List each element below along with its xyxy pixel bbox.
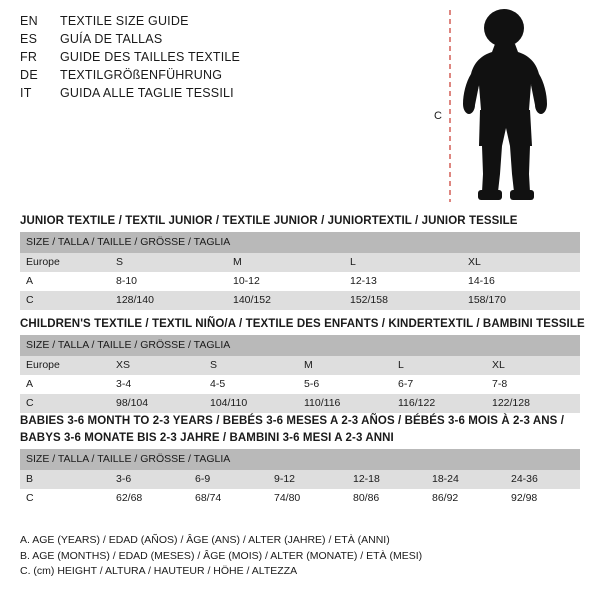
table-header-row (20, 449, 580, 470)
legend-line-a: A. AGE (YEARS) / EDAD (AÑOS) / ÂGE (ANS) / ALTER (JAHRE) / ETÀ (ANNI) (20, 534, 390, 546)
junior-size-table (20, 232, 580, 310)
size-header-label: SIZE / TALLA / TAILLE / GRÖSSE / TAGLIA (20, 449, 580, 470)
childrens-size-table (20, 335, 580, 413)
cell: 9-12 (268, 470, 347, 489)
cell: XL (462, 253, 580, 272)
header-language-titles (20, 14, 440, 104)
cell: 24-36 (505, 470, 580, 489)
cell: 12-18 (347, 470, 426, 489)
cell: 6-7 (392, 375, 486, 394)
cell: 3-6 (110, 470, 189, 489)
height-measure-label: C (434, 110, 442, 122)
cell: 12-13 (344, 272, 462, 291)
cell: 116/122 (392, 394, 486, 413)
child-silhouette-icon (432, 6, 592, 206)
cell: S (110, 253, 227, 272)
cell: 5-6 (298, 375, 392, 394)
section-childrens-textile (20, 318, 585, 413)
cell: 4-5 (204, 375, 298, 394)
legend (20, 533, 580, 580)
table-row (20, 356, 580, 375)
cell: XS (110, 356, 204, 375)
table-header-row (20, 335, 580, 356)
cell: 80/86 (347, 489, 426, 508)
section-title-line2: BABYS 3-6 MONATE BIS 2-3 JAHRE / BAMBINI 3-6 MESI A 2-3 ANNI (20, 432, 394, 444)
table-row (20, 375, 580, 394)
table-row (20, 394, 580, 413)
table-header-row (20, 232, 580, 253)
cell: 62/68 (110, 489, 189, 508)
language-code: FR (20, 50, 38, 64)
row-label: A (20, 375, 110, 394)
guide-title: TEXTILGRÖßENFÜHRUNG (60, 68, 223, 82)
legend-line-b: B. AGE (MONTHS) / EDAD (MESES) / ÂGE (MOIS) / ALTER (MONATE) / ETÀ (MESI) (20, 549, 423, 562)
cell: 10-12 (227, 272, 344, 291)
cell: 128/140 (110, 291, 227, 310)
section-title: BABIES 3-6 MONTH TO 2-3 YEARS / BEBÉS 3-6 MESES A 2-3 AÑOS / BÉBÉS 3-6 MOIS À 2-3 ANS / (20, 415, 564, 427)
guide-title: GUÍA DE TALLAS (60, 32, 163, 46)
table-row (20, 470, 580, 489)
language-code: EN (20, 14, 38, 28)
cell: 74/80 (268, 489, 347, 508)
cell: 158/170 (462, 291, 580, 310)
row-label: C (20, 291, 110, 310)
section-title: CHILDREN'S TEXTILE / TEXTIL NIÑO/A / TEXTILE DES ENFANTS / KINDERTEXTIL / BAMBINI TESSILE (20, 318, 585, 330)
cell: 14-16 (462, 272, 580, 291)
child-silhouette-figure (432, 6, 592, 206)
cell: 152/158 (344, 291, 462, 310)
guide-title: GUIDA ALLE TAGLIE TESSILI (60, 86, 234, 100)
language-code: IT (20, 86, 32, 100)
babies-size-table (20, 449, 580, 508)
legend-line-c: C. (cm) HEIGHT / ALTURA / HAUTEUR / HÖHE / ALTEZZA (20, 565, 298, 577)
cell: 92/98 (505, 489, 580, 508)
cell: 3-4 (110, 375, 204, 394)
row-label: C (20, 394, 110, 413)
cell: M (298, 356, 392, 375)
header-row (20, 50, 440, 68)
guide-title: GUIDE DES TAILLES TEXTILE (60, 50, 241, 64)
cell: 104/110 (204, 394, 298, 413)
section-babies-textile (20, 415, 580, 508)
row-label: A (20, 272, 110, 291)
header-row (20, 32, 440, 50)
table-row (20, 272, 580, 291)
cell: 6-9 (189, 470, 268, 489)
header-row (20, 14, 440, 32)
table-row (20, 291, 580, 310)
section-title: JUNIOR TEXTILE / TEXTIL JUNIOR / TEXTILE JUNIOR / JUNIORTEXTIL / JUNIOR TESSILE (20, 215, 518, 227)
guide-title: TEXTILE SIZE GUIDE (60, 14, 189, 28)
row-label: Europe (20, 253, 110, 272)
cell: 8-10 (110, 272, 227, 291)
cell: XL (486, 356, 580, 375)
header-row (20, 68, 440, 86)
section-junior-textile (20, 215, 580, 310)
cell: 122/128 (486, 394, 580, 413)
cell: 140/152 (227, 291, 344, 310)
cell: 110/116 (298, 394, 392, 413)
row-label: Europe (20, 356, 110, 375)
cell: 18-24 (426, 470, 505, 489)
cell: 68/74 (189, 489, 268, 508)
language-code: DE (20, 68, 38, 82)
language-code: ES (20, 32, 38, 46)
size-header-label: SIZE / TALLA / TAILLE / GRÖSSE / TAGLIA (20, 335, 580, 356)
size-header-label: SIZE / TALLA / TAILLE / GRÖSSE / TAGLIA (20, 232, 580, 253)
table-row (20, 489, 580, 508)
cell: L (344, 253, 462, 272)
table-row (20, 253, 580, 272)
cell: 7-8 (486, 375, 580, 394)
row-label: B (20, 470, 110, 489)
cell: L (392, 356, 486, 375)
row-label: C (20, 489, 110, 508)
cell: 98/104 (110, 394, 204, 413)
cell: 86/92 (426, 489, 505, 508)
cell: M (227, 253, 344, 272)
header-row (20, 86, 440, 104)
cell: S (204, 356, 298, 375)
